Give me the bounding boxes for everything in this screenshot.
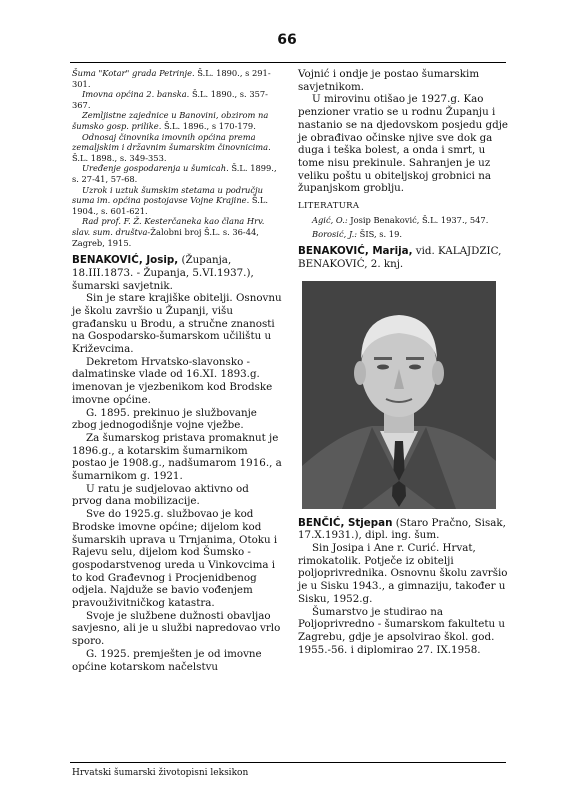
entry-paragraph: Svoje je službene dužnosti obavljao savjesno, ali je u službi napredovao vrlo sporo. xyxy=(72,609,281,648)
entry-paragraph: U ratu je sudjelovao aktivno od prvog dana mobilizacije. xyxy=(72,482,249,508)
entry-header-details: (Staro Pračno, Sisak, 17.X.1931.), dipl. ing. šum. xyxy=(298,516,506,542)
bottom-rule xyxy=(70,762,506,763)
reference-source: Š.L. 1896., s 170-179. xyxy=(161,120,256,131)
entry-benakovic-marija xyxy=(298,245,508,270)
reference-source: Š.L. 1904., s. 601-621. xyxy=(72,195,269,216)
entry-header xyxy=(298,517,508,542)
reference-item xyxy=(72,216,282,248)
reference-title: Uzrok i uztuk šumskim stetama u području suma im. općina postojavse Vojne Krajine. xyxy=(72,184,263,206)
reference-title: Imovna općina 2. banska. xyxy=(82,89,190,100)
literature-author: Borosić, J.: xyxy=(312,228,358,239)
reference-source: Š.L. 1898., s. 349-353. xyxy=(72,152,167,163)
entry-paragraph: Vojnić i ondje je postao šumarskim savjetnikom. xyxy=(298,68,480,93)
entry-name: BENAKOVIĆ, Marija, xyxy=(298,245,413,258)
left-column xyxy=(72,68,282,673)
entry-paragraph: Šumarstvo je studirao na Poljoprivredno - šumarskom fakultetu u Zagrebu, gdje je apsolvirao škol. god. 1955.-56. i diplomirao 27. IX.1958. xyxy=(298,605,506,656)
page-number: 66 xyxy=(277,32,297,48)
reference-title: Zemljistne zajednice u Banovini, obzirom na šumsko gosp. prilike. xyxy=(72,110,269,131)
reference-title: Odnosaj činovnika imovnih općina prema zemaljskim i državnim šumarskim činovnicima. xyxy=(72,131,271,153)
reference-list xyxy=(72,68,282,248)
reference-item xyxy=(72,68,282,89)
literature-author: Agić, O.: xyxy=(312,215,348,226)
reference-source: Š.L. 1890., s 291-301. xyxy=(72,68,271,89)
top-rule xyxy=(70,62,506,63)
right-column xyxy=(298,68,508,656)
entry-paragraph: Za šumarskog pristava promaknut je 1896.g., a kotarskim šumarnikom postao je 1908.g., nadšumarom 1916., a šumarnikom g. 1921. xyxy=(72,431,282,483)
literature-source: ŠIS, s. 19. xyxy=(357,228,403,239)
entry-paragraph: U mirovinu otišao je 1927.g. Kao penzioner vratio se u rodnu Županju i nastanio se na djedovskom posjedu gdje je obrađivao očinske njive sve dok ga duga i teška bolest, a onda i smrt, u tome nisu prekinule. Sahranjen je uz veliku poštu u obiteljskoj grobnici na županjskom groblju. xyxy=(298,93,508,195)
entry-paragraph: G. 1895. prekinuo je službovanje zbog jednogodišnje vojne vježbe. xyxy=(72,406,257,432)
literature-source: Josip Benaković, Š.L. 1937., 547. xyxy=(347,215,489,226)
portrait-photo xyxy=(302,281,496,509)
entry-header xyxy=(72,254,282,292)
literature-item xyxy=(298,229,508,240)
reference-item xyxy=(72,132,282,164)
reference-item xyxy=(72,110,282,131)
entry-name: BENČIĆ, Stjepan xyxy=(298,516,393,529)
entry-paragraph: Dekretom Hrvatsko-slavonsko - dalmatinske vlade od 16.XI. 1893.g. imenovan je vjezbenikom kod Brodske imovne općine. xyxy=(72,355,273,406)
literature-heading: LITERATURA xyxy=(298,201,360,212)
reference-source: Š.L. 1890., s. 357-367. xyxy=(72,89,268,110)
footer-title: Hrvatski šumarski životopisni leksikon xyxy=(72,768,249,778)
literature-item xyxy=(298,215,508,226)
entry-header-details: (Županja, 18.III.1873. - Županja, 5.VI.1937.), šumarski savjetnik. xyxy=(72,254,254,292)
entry-bencic-stjepan xyxy=(298,517,508,657)
reference-source: Žalobni broj Š.L. s. 36-44, Zagreb, 1915. xyxy=(72,226,259,248)
entry-paragraph: Sin je stare krajiške obitelji. Osnovnu je školu završio u Županji, višu građansku u Brodu, a stručne znanosti na Gospodarsko-šumarskom učilištu u Križevcima. xyxy=(72,292,282,356)
cross-reference: vid. KALAJDZIC, BENAKOVIĆ, 2. knj. xyxy=(298,245,502,270)
entry-benakovic-josip xyxy=(72,254,282,673)
entry-paragraph: G. 1925. premješten je od imovne općine kotarskom načelstvu xyxy=(72,647,262,673)
entry-name: BENAKOVIĆ, Josip, xyxy=(72,254,179,267)
reference-title: Šuma "Kotar" grada Petrinje. xyxy=(72,68,195,78)
entry-paragraph: Sin Josipa i Ane r. Curić. Hrvat, rimokatolik. Potječe iz obitelji poljoprivrednika. Osnovnu školu završio je u Sisku 1943., a gimnaziju, također u Sisku, 1952.g. xyxy=(298,542,508,605)
reference-item xyxy=(72,163,282,184)
reference-source: Š.L. 1899., s. 27-41, 57-68. xyxy=(72,163,277,184)
reference-item xyxy=(72,89,282,110)
reference-title: Uređenje gospodarenja u šumicah. xyxy=(82,163,229,174)
reference-item xyxy=(72,185,282,217)
reference-title: Rad prof. F. Ž. Kesterčaneka kao člana Hrv. slav. sum. društva- xyxy=(72,216,265,237)
entry-paragraph: Sve do 1925.g. službovao je kod Brodske imovne općine; dijelom kod šumarskih uprava u Trnjanima, Otoku i Rajevu selu, dijelom kod Šumsko - gospodarstvenog ureda u Vinkovcima i to kod Građevnog i Procjenidbenog odjela. Najduže se bavio vođenjem pravouživitničkog katastra. xyxy=(72,508,278,610)
portrait-image xyxy=(302,281,496,509)
